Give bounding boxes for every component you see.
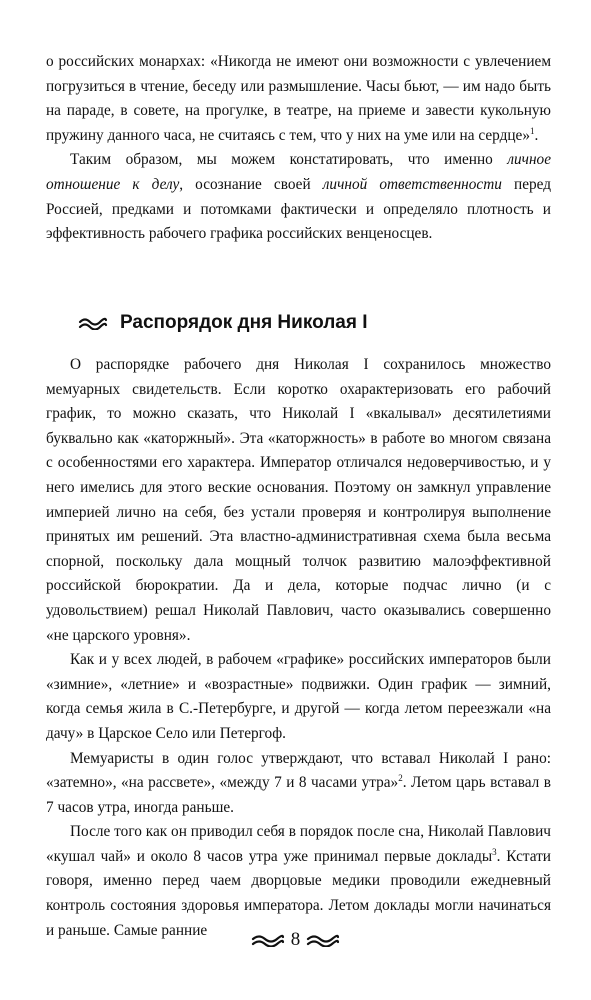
emphasis-text: личное отношение к делу [46,151,551,193]
tilde-ornament-icon [306,933,340,947]
section-title: Распорядок дня Николая I [120,312,368,333]
paragraph: Как и у всех людей, в рабочем «графике» российских императоров были «зимние», «летние» и «возрастные» подвижки. Один график — зимний, когда семья жила в С.-Петербурге, и другой — когда летом переезжали «на дачу» в Царское Село или Петергоф. [46,651,551,742]
page-number-folio [0,928,591,952]
text-block-main [46,353,551,943]
paragraph: После того как он приводил себя в порядок после сна, Николай Павлович «кушал чай» и около 8 часов утра уже принимал первые доклады$^3$. Кстати говоря, именно перед чаем дворцовые медики проводили ежедневный контроль состояния здоровья императора. Летом доклады могли начинаться и раньше. Самые ранние [46,823,551,939]
page-number: 8 [290,929,301,950]
footnote-mark-2: 2 [398,773,403,783]
tilde-ornament-icon [251,933,285,947]
tilde-ornament-icon [78,316,108,330]
paragraph: Мемуаристы в один голос утверждают, что вставал Николай I рано: «затемно», «на рассвете», «между 7 и 8 часами утра»$^2$. Летом царь вставал в 7 часов утра, иногда раньше. [46,749,551,816]
paragraph: О распорядке рабочего дня Николая I сохранилось множество мемуарных свидетельств. Если коротко охарактеризовать его рабочий график, то можно сказать, что Николай I «вкалывал» десятилетиями буквально как «каторжный». Эта «каторжность» в работе во многом связана с особенностями его характера. Император отличался недоверчивостью, и у него имелись для этого веские основания. Поэтому он замкнул управление империей лично на себя, без устали проверяя и контролируя выполнение принятых им решений. Эта властно-административная схема была весьма спорной, поскольку дала мощный толчок развитию малоэффективной российской бюрократии. Да и дела, которые подчас лично (и с удовольствием) решал Николай Павлович, часто оказывались совершенно «не царского уровня». [46,356,551,644]
emphasis-text: личной ответственности [322,175,502,193]
footnote-mark-3: 3 [492,846,497,857]
section-heading [78,310,368,336]
paragraph-conclusion: Таким образом, мы можем констатировать, что именно личное отношение к делу, осознание своей личной ответственности перед Россией, предками и потомками фактически и определяло плотность и эффективность рабочего графика российских венценосцев. [46,151,551,243]
footnote-mark-1: 1 [529,125,535,136]
paragraph-continued: о российских монархах: «Никогда не имеют они возможности с увлечением погрузиться в чтение, беседу или размышление. Часы бьют, — им надо быть на параде, в совете, на прогулке, в театре, на приеме и завести кукольную пружину данного часа, не считаясь с тем, что у них на уме или на сердце»$^1$. [46,53,551,144]
text-block-top [46,50,551,247]
